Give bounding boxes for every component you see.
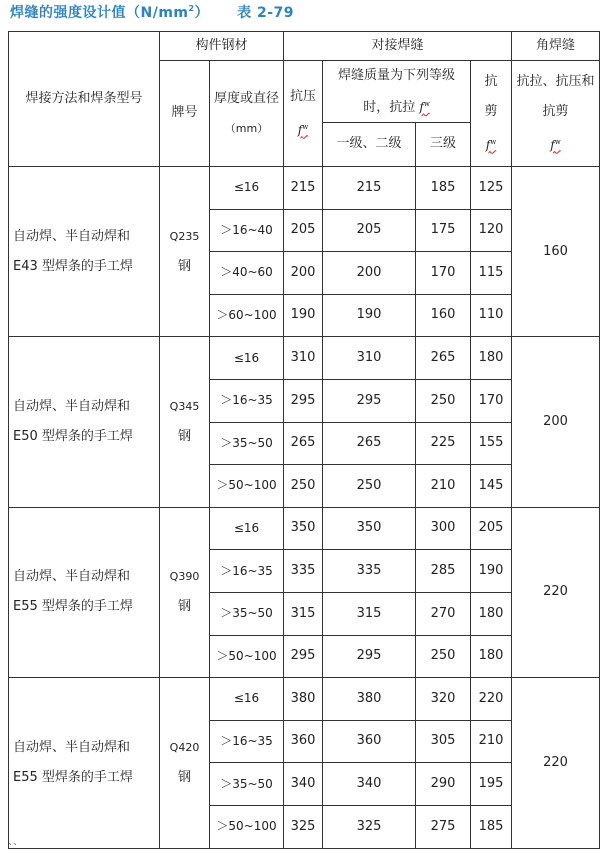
tension-grade12-value: 205 [323,209,416,252]
shear-symbol: $f^w$ [485,137,497,152]
header-tension: 焊缝质量为下列等级时，抗拉 $f^w$ [323,61,471,123]
welding-method-cell: 自动焊、半自动焊和 E55 型焊条的手工焊 [9,507,160,677]
thickness-cell: ＞40~60 [210,252,284,295]
header-grade: 牌号 [160,61,210,167]
tension-grade3-value: 170 [416,252,471,295]
shear-value: 205 [471,507,512,550]
shear-value: 195 [471,763,512,806]
tension-grade12-value: 340 [323,763,416,806]
tension-grade12-value: 350 [323,507,416,550]
header-butt-weld: 对接焊缝 [284,32,512,61]
tension-grade3-value: 320 [416,678,471,721]
header-compress: 抗压 $f^w$ [284,61,323,167]
tension-grade3-value: 160 [416,294,471,337]
tension-grade3-value: 175 [416,209,471,252]
header-fillet-strength: 抗拉、抗压和抗剪 $f^w$ [512,61,600,167]
tension-grade12-value: 250 [323,465,416,508]
tension-grade12-value: 315 [323,592,416,635]
tension-symbol: $f^w$ [419,100,430,114]
compress-value: 265 [284,422,323,465]
table-row [9,678,600,721]
header-grade-1-2: 一级、二级 [323,123,416,167]
thickness-cell: ＞60~100 [210,294,284,337]
shear-value: 180 [471,337,512,380]
tension-grade3-value: 305 [416,720,471,763]
table-row [9,507,600,550]
compress-value: 310 [284,337,323,380]
shear-value: 170 [471,379,512,422]
tension-grade3-value: 275 [416,805,471,848]
tension-grade12-value: 295 [323,635,416,678]
thickness-cell: ≤16 [210,167,284,210]
tension-grade12-value: 190 [323,294,416,337]
tension-grade3-value: 250 [416,379,471,422]
tension-grade12-value: 215 [323,167,416,210]
shear-value: 180 [471,635,512,678]
shear-value: 220 [471,678,512,721]
fillet-value: 220 [512,678,600,848]
compress-value: 205 [284,209,323,252]
compress-value: 295 [284,635,323,678]
tension-grade3-value: 300 [416,507,471,550]
compress-value: 360 [284,720,323,763]
page-title: 焊缝的强度设计值$(N/mm^2)$ 表 2-79 [10,4,295,21]
thickness-cell: ＞16~35 [210,720,284,763]
header-thickness: 厚度或直径 （mm） [210,61,284,167]
thickness-cell: ≤16 [210,507,284,550]
thickness-cell: ≤16 [210,678,284,721]
thickness-cell: ＞16~35 [210,379,284,422]
fillet-value: 160 [512,167,600,337]
steel-grade-cell: Q390 钢 [160,507,210,677]
welding-method-cell: 自动焊、半自动焊和 E50 型焊条的手工焊 [9,337,160,507]
compress-value: 380 [284,678,323,721]
header-shear: 抗剪 $f^w$ [471,61,512,167]
tension-grade12-value: 335 [323,550,416,593]
tension-grade12-value: 325 [323,805,416,848]
tension-grade3-value: 265 [416,337,471,380]
header-grade-3: 三级 [416,123,471,167]
fillet-value: 220 [512,507,600,677]
tension-grade3-value: 270 [416,592,471,635]
welding-method-cell: 自动焊、半自动焊和 E43 型焊条的手工焊 [9,167,160,337]
compress-value: 340 [284,763,323,806]
shear-value: 185 [471,805,512,848]
thickness-cell: ＞35~50 [210,592,284,635]
fillet-symbol: $f^w$ [550,137,561,152]
tension-grade12-value: 200 [323,252,416,295]
shear-value: 190 [471,550,512,593]
tension-grade3-value: 225 [416,422,471,465]
table-row [9,167,600,210]
compress-value: 295 [284,379,323,422]
steel-grade-cell: Q345 钢 [160,337,210,507]
table-row [9,337,600,380]
header-fillet-weld: 角焊缝 [512,32,600,61]
shear-value: 115 [471,252,512,295]
tension-grade12-value: 265 [323,422,416,465]
thickness-cell: ＞50~100 [210,805,284,848]
shear-value: 120 [471,209,512,252]
thickness-cell: ＞16~35 [210,550,284,593]
compress-value: 215 [284,167,323,210]
weld-strength-table [8,31,600,849]
tension-grade12-value: 295 [323,379,416,422]
shear-value: 145 [471,465,512,508]
shear-value: 155 [471,422,512,465]
thickness-cell: ＞16~40 [210,209,284,252]
shear-value: 125 [471,167,512,210]
compress-symbol: $f^w$ [297,122,309,137]
thickness-cell: ＞50~100 [210,465,284,508]
steel-grade-cell: Q235 钢 [160,167,210,337]
shear-value: 110 [471,294,512,337]
tension-grade12-value: 310 [323,337,416,380]
tension-grade3-value: 290 [416,763,471,806]
compress-value: 325 [284,805,323,848]
thickness-cell: ＞50~100 [210,635,284,678]
steel-grade-cell: Q420 钢 [160,678,210,848]
fillet-value: 200 [512,337,600,507]
table-number: 表 2-79 [237,5,295,21]
compress-value: 350 [284,507,323,550]
compress-value: 250 [284,465,323,508]
thickness-cell: ＞35~50 [210,763,284,806]
welding-method-cell: 自动焊、半自动焊和 E55 型焊条的手工焊 [9,678,160,848]
compress-value: 335 [284,550,323,593]
footnote: `` [8,843,18,854]
tension-grade12-value: 380 [323,678,416,721]
tension-grade3-value: 250 [416,635,471,678]
thickness-cell: ≤16 [210,337,284,380]
header-method: 焊接方法和焊条型号 [9,32,160,167]
thickness-cell: ＞35~50 [210,422,284,465]
shear-value: 180 [471,592,512,635]
compress-value: 190 [284,294,323,337]
tension-grade3-value: 285 [416,550,471,593]
tension-grade3-value: 185 [416,167,471,210]
header-steel: 构件钢材 [160,32,284,61]
compress-value: 315 [284,592,323,635]
compress-value: 200 [284,252,323,295]
tension-grade12-value: 360 [323,720,416,763]
tension-grade3-value: 210 [416,465,471,508]
shear-value: 210 [471,720,512,763]
